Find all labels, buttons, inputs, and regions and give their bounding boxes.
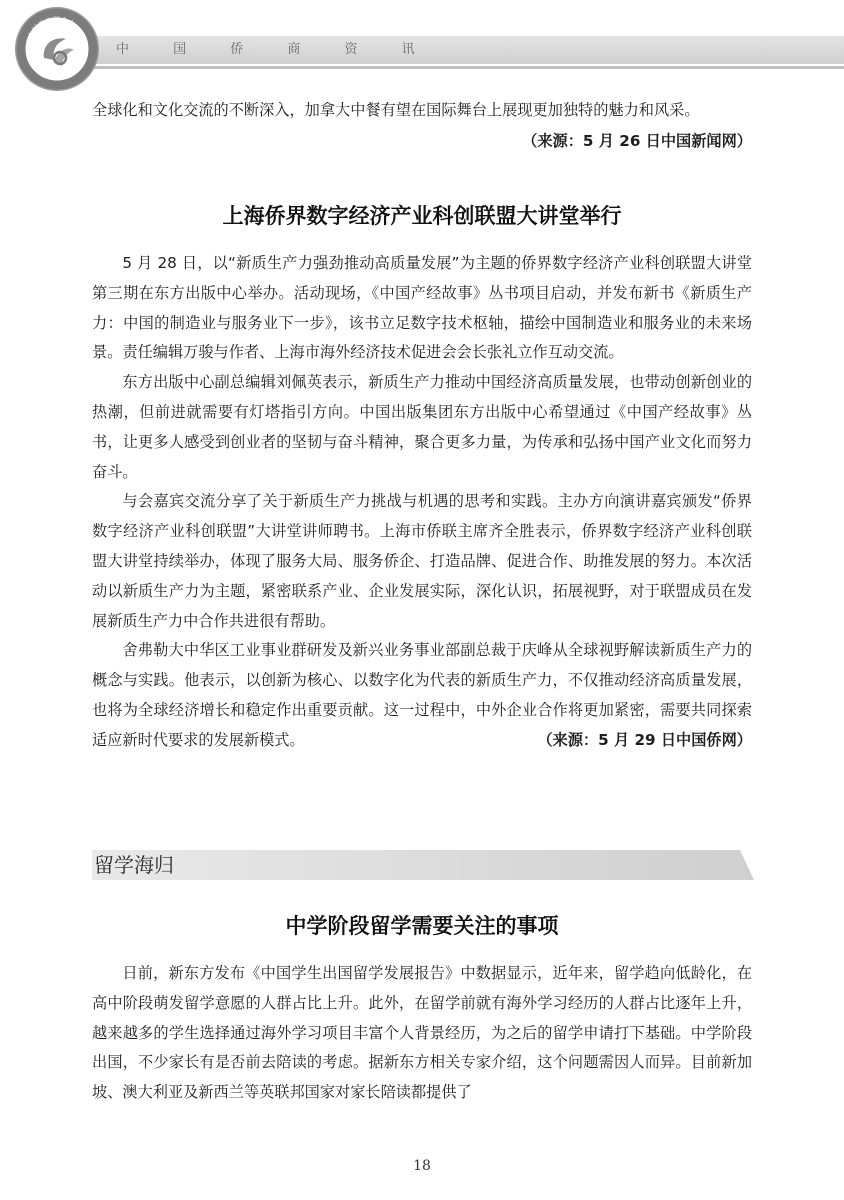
section-title: 留学海归 bbox=[94, 853, 174, 877]
source-citation: （来源：5 月 29 日中国侨网） bbox=[537, 730, 752, 749]
organization-logo bbox=[14, 6, 100, 92]
article-paragraph: 5 月 28 日，以“新质生产力强劲推动高质量发展”为主题的侨界数字经济产业科创联盟大讲堂第三期在东方出版中心举办。活动现场，《中国产经故事》丛书项目启动，并发布新书《新质生产力：中国的制造业与服务业下一步》，该书立足数字技术枢轴，描绘中国制造业和服务业的未来场景。责任编辑万骏与作者、上海市海外经济技术促进会会长张礼立作互动交流。 bbox=[92, 254, 752, 362]
page-number: 18 bbox=[413, 1158, 431, 1174]
article-title: 上海侨界数字经济产业科创联盟大讲堂举行 bbox=[222, 204, 622, 228]
article-paragraph: 东方出版中心副总编辑刘佩英表示，新质生产力推动中国经济高质量发展，也带动创新创业的热潮，但前进就需要有灯塔指引方向。中国出版集团东方出版中心希望通过《中国产经故事》丛书，让更多人感受到创业者的坚韧与奋斗精神，聚合更多力量，为传承和弘扬中国产业文化而努力奋斗。 bbox=[92, 373, 752, 481]
article-paragraph: 日前，新东方发布《中国学生出国留学发展报告》中数据显示，近年来，留学趋向低龄化，在高中阶段萌发留学意愿的人群占比上升。此外，在留学前就有海外学习经历的人群占比逐年上升，越来越多的学生选择通过海外学习项目丰富个人背景经历，为之后的留学申请打下基础。中学阶段出国，不少家长有是否前去陪读的考虑。据新东方相关专家介绍，这个问题需因人而异。目前新加坡、澳大利亚及新西兰等英联邦国家对家长陪读都提供了 bbox=[92, 964, 752, 1102]
source-citation: （来源：5 月 26 日中国新闻网） bbox=[522, 132, 752, 150]
article-paragraph: 与会嘉宾交流分享了关于新质生产力挑战与机遇的思考和实践。主办方向演讲嘉宾颁发“侨界数字经济产业科创联盟”大讲堂讲师聘书。上海市侨联主席齐全胜表示，侨界数字经济产业科创联盟大讲堂持续举办，体现了服务大局、服务侨企、打造品牌、促进合作、助推发展的努力。本次活动以新质生产力为主题，紧密联系产业、企业发展实际，深化认识，拓展视野，对于联盟成员在发展新质生产力中合作共进很有帮助。 bbox=[92, 492, 752, 630]
header-divider bbox=[60, 66, 844, 69]
article-paragraph bbox=[92, 636, 752, 755]
article-body bbox=[92, 959, 752, 1108]
continuation-paragraph: 全球化和文化交流的不断深入，加拿大中餐有望在国际舞台上展现更加独特的魅力和风采。 bbox=[92, 101, 700, 119]
article-title: 中学阶段留学需要关注的事项 bbox=[285, 914, 559, 938]
article-paragraph-text: 舍弗勒大中华区工业事业群研发及新兴业务事业部副总裁于庆峰从全球视野解读新质生产力的概念与实践。他表示，以创新为核心、以数字化为代表的新质生产力，不仅推动经济高质量发展，也将为全球经济增长和稳定作出重要贡献。这一过程中，中外企业合作将更加紧密，需要共同探索适应新时代要求的发展新模式。 bbox=[92, 641, 752, 749]
continuation-text bbox=[92, 96, 752, 126]
article-body bbox=[92, 249, 752, 756]
publication-title: 中 国 侨 商 资 讯 bbox=[116, 42, 435, 57]
section-header-bar bbox=[92, 850, 754, 880]
svg-text:中国侨商联合会: 中国侨商联合会 bbox=[26, 15, 76, 40]
